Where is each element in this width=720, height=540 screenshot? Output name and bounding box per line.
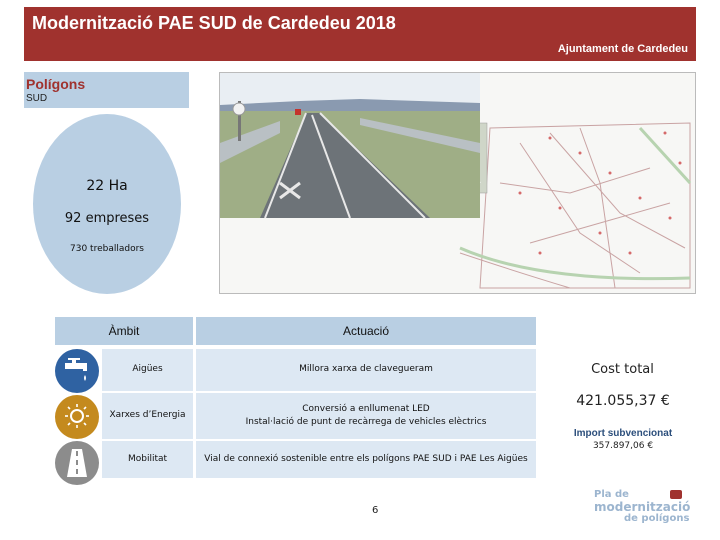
section-label-box [24, 72, 189, 108]
subsidy-label: Import subvencionat [573, 428, 673, 439]
action-text: Conversió a enllumenat LED [302, 403, 430, 414]
section-title: Polígons [26, 76, 86, 92]
action-header: Actuació [196, 317, 536, 345]
cost-total-value: 421.055,37 € [576, 393, 670, 409]
scope-cell-mobility: Mobilitat [102, 441, 193, 478]
companies-stat: 92 empreses [64, 211, 150, 226]
water-tap-icon [55, 349, 99, 393]
page-number: 6 [372, 505, 379, 516]
scope-cell-energy: Xarxes d’Energia [102, 393, 193, 439]
section-name: SUD [26, 93, 48, 104]
organization-name: Ajuntament de Cardedeu [557, 43, 688, 55]
stats-circle [33, 114, 181, 294]
site-image [219, 72, 696, 294]
subsidy-value: 357.897,06 € [592, 441, 654, 451]
action-text: Instal·lació de punt de recàrrega de vehicles elèctrics [245, 417, 487, 427]
page-title: Modernització PAE SUD de Cardedeu 2018 [32, 13, 396, 33]
action-cell-mobility [196, 441, 536, 478]
road-photo [220, 73, 480, 218]
road-icon [55, 441, 99, 485]
action-cell-water [196, 349, 536, 391]
program-logo: Pla de modernització de polígons [594, 489, 691, 524]
action-cell-energy [196, 393, 536, 439]
action-text: Millora xarxa de clavegueram [299, 364, 433, 375]
action-text: Vial de connexió sostenible entre els polígons PAE SUD i PAE Les Aigües [204, 453, 528, 464]
sun-energy-icon [55, 395, 99, 439]
area-stat: 22 Ha [86, 178, 128, 194]
cost-total-label: Cost total [591, 362, 654, 377]
seal-icon [670, 490, 682, 499]
site-image-drawing [220, 73, 696, 294]
scope-cell-water: Aigües [102, 349, 193, 391]
scope-header: Àmbit [55, 317, 193, 345]
workers-stat: 730 treballadors [70, 244, 144, 254]
header-banner [24, 7, 696, 61]
